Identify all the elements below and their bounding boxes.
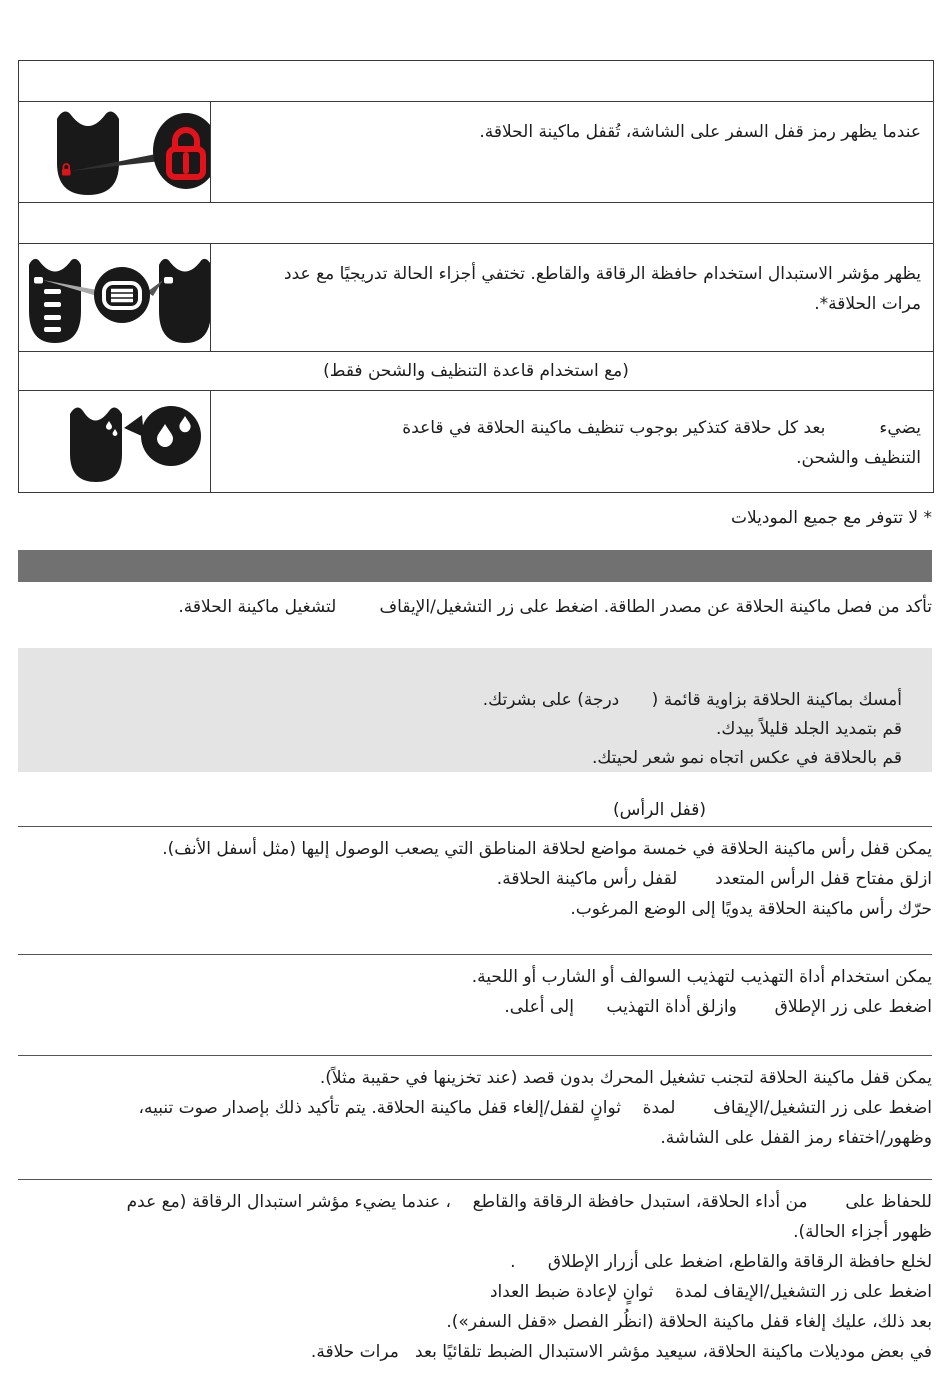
section-line: يمكن استخدام أداة التهذيب لتهذيب السوالف أو الشارب أو اللحية.	[471, 967, 932, 987]
section-line: في بعض موديلات ماكينة الحلاقة، سيعيد مؤشر الاستبدال الضبط تلقائيًا بعد مرات حلاقة.	[310, 1342, 932, 1362]
travel-lock-image-cell	[19, 102, 211, 202]
shaver-body-icon	[57, 112, 119, 195]
table-row-cleaning-note: (مع استخدام قاعدة التنظيف والشحن فقط)	[19, 351, 933, 390]
bubble-tail	[124, 415, 144, 437]
shaver-travel-lock-icon	[49, 105, 211, 201]
section-line: ظهور أجزاء الحالة).	[793, 1222, 932, 1242]
replacement-indicator-icon	[27, 255, 211, 347]
shaver-body-right-icon	[159, 259, 211, 343]
power-on-paragraph	[18, 592, 932, 622]
cleaning-text-cell	[211, 391, 933, 492]
section-line: بعد ذلك، عليك إلغاء قفل ماكينة الحلاقة (انظُر الفصل «قفل السفر»).	[446, 1312, 932, 1332]
head-lock-heading: (قفل الرأس)	[612, 800, 706, 820]
section-line: حرّك رأس ماكينة الحلاقة يدويًا إلى الوضع المرغوب.	[570, 899, 932, 919]
table-row-blank-header	[19, 61, 933, 101]
table-row-blank	[19, 202, 933, 243]
cleaning-text-line2: التنظيف والشحن.	[796, 448, 921, 468]
section-line: اضغط على زر الإطلاق وازلق أداة التهذيب إلى أعلى.	[504, 997, 932, 1017]
table-row-cleaning	[19, 390, 933, 492]
travel-lock-text: عندما يظهر رمز قفل السفر على الشاشة، تُقفل ماكينة الحلاقة.	[479, 122, 921, 142]
section-line: للحفاظ على من أداء الحلاقة، استبدل حافظة الرقاقة والقاطع ، عندما يضيء مؤشر استبدال الرقاقة (مع عدم	[126, 1192, 932, 1212]
table-row-replacement	[19, 243, 933, 351]
table-row-travel-lock	[19, 101, 933, 202]
indicator-table	[18, 60, 934, 493]
section-line: اضغط على زر التشغيل/الإيقاف لمدة ثوانٍ لقفل/إلغاء قفل ماكينة الحلاقة. يتم تأكيد ذلك بإصدار صوت تنبيه،	[138, 1098, 932, 1118]
section-line: وظهور/اختفاء رمز القفل على الشاشة.	[660, 1128, 932, 1148]
shaving-tips-box	[18, 648, 932, 772]
replacement-text-cell	[211, 244, 933, 351]
travel-lock-section	[18, 1055, 932, 1153]
replacement-image-cell	[19, 244, 211, 351]
cleaning-reminder-icon	[68, 402, 210, 490]
cleaning-text-line1: يضيء بعد كل حلاقة كتذكير بوجوب تنظيف ماكينة الحلاقة في قاعدة	[402, 418, 921, 438]
models-footnote: * لا تتوفر مع جميع الموديلات	[731, 508, 932, 528]
tip-line: قم بتمديد الجلد قليلاً بيدك.	[716, 719, 902, 739]
travel-lock-text-cell	[211, 102, 933, 202]
section-line: لخلع حافظة الرقاقة والقاطع، اضغط على أزرار الإطلاق .	[510, 1252, 932, 1272]
shaver-body-icon	[70, 407, 122, 482]
section-header-bar	[18, 550, 932, 582]
cleaning-image-cell	[19, 391, 211, 492]
section-line: يمكن قفل ماكينة الحلاقة لتجنب تشغيل المحرك بدون قصد (عند تخزينها في حقيبة مثلاً).	[319, 1068, 932, 1088]
tip-line: قم بالحلاقة في عكس اتجاه نمو شعر لحيتك.	[591, 748, 902, 768]
power-on-line: تأكد من فصل ماكينة الحلاقة عن مصدر الطاقة. اضغط على زر التشغيل/الإيقاف لتشغيل ماكينة الحلاقة.	[178, 597, 932, 617]
head-lock-section	[18, 826, 932, 924]
tip-line: أمسك بماكينة الحلاقة بزاوية قائمة ( درجة) على بشرتك.	[482, 690, 902, 710]
replacement-text-line2: مرات الحلاقة*.	[814, 294, 921, 314]
replacement-section	[18, 1179, 932, 1367]
trimmer-section	[18, 954, 932, 1022]
section-line: ازلق مفتاح قفل الرأس المتعدد لقفل رأس ماكينة الحلاقة.	[496, 869, 932, 889]
replacement-text-line1: يظهر مؤشر الاستبدال استخدام حافظة الرقاقة والقاطع. تختفي أجزاء الحالة تدريجيًا مع عدد	[284, 264, 921, 284]
section-line: يمكن قفل رأس ماكينة الحلاقة في خمسة مواضع لحلاقة المناطق التي يصعب الوصول إليها (مثل أسفل الأنف).	[162, 839, 932, 859]
section-line: اضغط على زر التشغيل/الإيقاف لمدة ثوانٍ لإعادة ضبط العداد	[489, 1282, 932, 1302]
